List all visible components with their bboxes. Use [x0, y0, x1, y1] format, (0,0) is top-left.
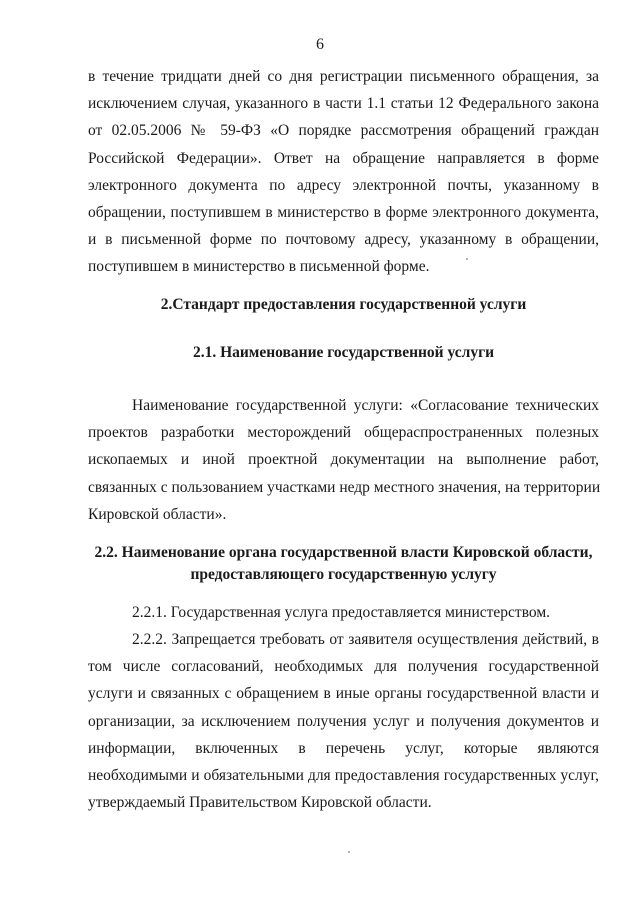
heading-text-line-1: 2.2. Наименование органа государственной власти Кировской области, [94, 544, 593, 561]
section-2-1-paragraph [88, 392, 599, 528]
text-line: от 02.05.2006 № 59-ФЗ «О порядке рассмотрения обращений граждан [88, 122, 599, 140]
page-number: 6 [316, 36, 324, 53]
section-2-1-heading [88, 342, 599, 364]
scan-speck [466, 258, 468, 260]
text-line: в течение тридцати дней со дня регистрации письменного обращения, за [88, 68, 599, 85]
text-line: 2.2.2. Запрещается требовать от заявителя осуществления действий, в [132, 631, 599, 648]
text-line: обращении, поступившем в министерство в форме электронного документа, [88, 204, 599, 222]
heading-text-line-2: предоставляющего государственную услугу [190, 566, 497, 583]
text-line: поступившем в министерство в письменной форме. [88, 258, 430, 276]
text-line: информации, включенных в перечень услуг, которые являются [88, 739, 599, 757]
heading-text: 2.1. Наименование государственной услуги [192, 344, 495, 361]
text-line: Кировской области». [88, 505, 227, 523]
text-line: утверждаемый Правительством Кировской области. [88, 794, 432, 812]
section-2-2-heading [88, 542, 599, 586]
intro-paragraph [88, 63, 599, 281]
text-line: ископаемых и иной проектной документации на выполнение работ, [88, 451, 599, 469]
text-line: Российской Федерации». Ответ на обращение направляется в форме [88, 149, 599, 167]
text-line: исключением случая, указанного в части 1.1 статьи 12 Федерального закона [88, 95, 599, 113]
text-line: том числе согласований, необходимых для получения государственной [88, 658, 599, 676]
text-line: Наименование государственной услуги: «Согласование технических [132, 397, 599, 414]
text-line: связанных с пользованием участками недр местного значения, на территории [88, 478, 601, 496]
clause-2-2-1 [88, 599, 599, 626]
scan-speck [348, 851, 350, 853]
text-line: электронного документа по адресу электронной почты, указанному в [88, 176, 599, 194]
text-line: и в письменной форме по почтовому адресу, указанному в обращении, [88, 231, 599, 249]
heading-text: 2.Стандарт предоставления государственной услуги [160, 296, 527, 313]
text-line: организации, за исключением получения услуг и получения документов и [88, 712, 599, 730]
text-line: услуги и связанных с обращением в иные органы государственной власти и [88, 685, 599, 703]
section-2-heading [88, 294, 599, 316]
text-line: необходимыми и обязательными для предоставления государственных услуг, [88, 767, 599, 785]
text-line: проектов разработки месторождений общераспространенных полезных [88, 424, 599, 442]
text-line: 2.2.1. Государственная услуга предоставляется министерством. [132, 604, 551, 621]
clause-2-2-2 [88, 626, 599, 816]
